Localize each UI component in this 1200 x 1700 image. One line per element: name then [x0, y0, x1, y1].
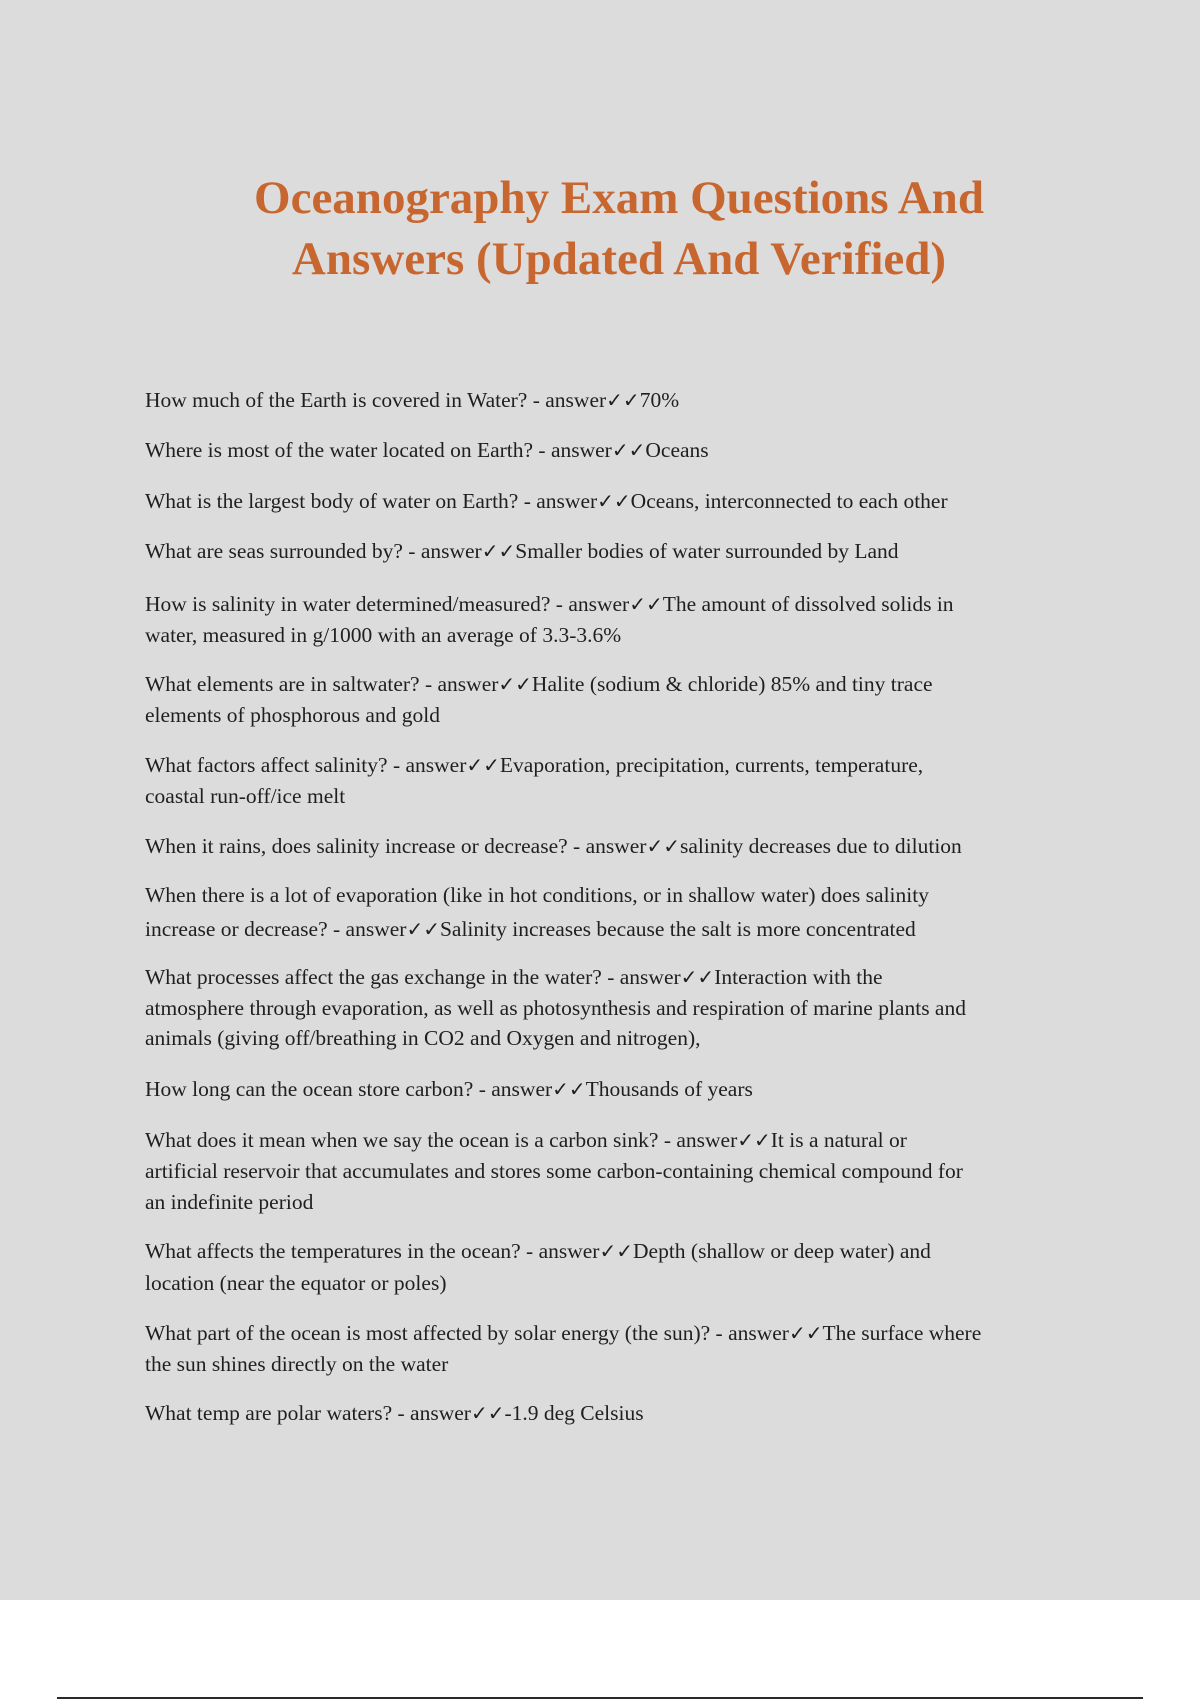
- answer-continuation: location (near the equator or poles): [145, 1271, 447, 1295]
- answer-text: It is a natural or: [770, 1128, 907, 1152]
- check-mark-icon: ✓✓: [599, 1239, 633, 1263]
- question-text: What are seas surrounded by?: [145, 539, 403, 563]
- check-mark-icon: ✓✓: [629, 592, 663, 616]
- title-line-2: Answers (Updated And Verified): [291, 233, 947, 285]
- qa-item-8: [145, 831, 1095, 862]
- answer-separator: - answer: [419, 672, 499, 696]
- question-text: What is the largest body of water on Earth?: [145, 489, 519, 513]
- answer-text: Halite (sodium & chloride) 85% and tiny trace: [531, 672, 933, 696]
- question-text: How much of the Earth is covered in Water?: [145, 388, 528, 412]
- check-mark-icon: ✓✓: [498, 672, 532, 696]
- question-text: What does it mean when we say the ocean is a carbon sink?: [145, 1128, 659, 1152]
- document-title: [0, 168, 1200, 290]
- answer-separator: - answer: [473, 1077, 553, 1101]
- qa-item-3: [145, 486, 1095, 517]
- qa-item-4: [145, 536, 1095, 567]
- question-text: What affects the temperatures in the ocean?: [145, 1239, 521, 1263]
- answer-separator: - answer: [520, 1239, 600, 1263]
- answer-separator: - answer: [601, 965, 681, 989]
- answer-continuation: elements of phosphorous and gold: [145, 703, 440, 727]
- answer-separator: - answer: [527, 388, 607, 412]
- check-mark-icon: ✓✓: [466, 753, 500, 777]
- answer-continuation: coastal run-off/ice melt: [145, 784, 346, 808]
- answer-text: salinity decreases due to dilution: [679, 834, 962, 858]
- answer-separator: - answer: [392, 1401, 471, 1425]
- answer-text: Interaction with the: [714, 965, 883, 989]
- check-mark-icon: ✓✓: [606, 388, 640, 412]
- question-text: Where is most of the water located on Earth?: [145, 438, 534, 462]
- check-mark-icon: ✓✓: [788, 1321, 823, 1345]
- question-text: How is salinity in water determined/measured?: [145, 592, 551, 616]
- check-mark-icon: ✓✓: [552, 1077, 586, 1101]
- answer-separator: - answer: [402, 539, 482, 563]
- answer-continuation: atmosphere through evaporation, as well as photosynthesis and respiration of marine plants and: [145, 995, 966, 1020]
- qa-item-10: [145, 962, 1095, 1054]
- qa-item-6: [145, 669, 1095, 731]
- answer-text: Depth (shallow or deep water) and: [633, 1239, 931, 1263]
- question-text: What processes affect the gas exchange in the water?: [145, 965, 602, 989]
- answer-text: Oceans, interconnected to each other: [630, 489, 948, 513]
- answer-text: 70%: [639, 388, 680, 412]
- answer-continuation: artificial reservoir that accumulates and stores some carbon-containing chemical compound for: [145, 1159, 963, 1183]
- check-mark-icon: ✓✓: [646, 834, 680, 858]
- question-text: What part of the ocean is most affected by solar energy (the sun)?: [145, 1321, 711, 1345]
- answer-continuation: an indefinite period: [145, 1190, 314, 1214]
- question-text-continuation: increase or decrease?: [145, 917, 328, 941]
- answer-separator: - answer: [658, 1128, 738, 1152]
- check-mark-icon: ✓✓: [680, 965, 715, 989]
- check-mark-icon: ✓✓: [470, 1401, 505, 1425]
- answer-separator: - answer: [327, 917, 407, 941]
- qa-item-12: [145, 1125, 1095, 1218]
- check-mark-icon: ✓✓: [611, 438, 646, 462]
- qa-item-2: [145, 435, 1095, 466]
- check-mark-icon: ✓✓: [406, 917, 440, 941]
- qa-item-11: [145, 1074, 1095, 1105]
- qa-item-14: [145, 1318, 1095, 1380]
- qa-item-1: [145, 385, 1095, 416]
- qa-item-7: [145, 750, 1095, 812]
- answer-separator: - answer: [710, 1321, 789, 1345]
- question-text: How long can the ocean store carbon?: [145, 1077, 474, 1101]
- answer-separator: - answer: [387, 753, 467, 777]
- question-text: When it rains, does salinity increase or decrease?: [145, 834, 568, 858]
- qa-item-5: [145, 589, 1095, 651]
- answer-separator: - answer: [567, 834, 647, 858]
- answer-text: Evaporation, precipitation, currents, temperature,: [499, 753, 924, 777]
- answer-separator: - answer: [550, 592, 630, 616]
- answer-text: Oceans: [645, 438, 709, 462]
- answer-separator: - answer: [518, 489, 598, 513]
- answer-separator: - answer: [533, 438, 612, 462]
- title-line-1: Oceanography Exam Questions And: [254, 172, 984, 224]
- answer-text: The surface where: [822, 1321, 982, 1345]
- page-bottom-rule: [57, 1697, 1143, 1699]
- question-text: What factors affect salinity?: [145, 753, 388, 777]
- answer-continuation: the sun shines directly on the water: [145, 1352, 449, 1376]
- question-text: What elements are in saltwater?: [145, 672, 420, 696]
- question-text: What temp are polar waters?: [145, 1401, 393, 1425]
- qa-item-15: [145, 1398, 1095, 1429]
- qa-item-9: [145, 878, 1095, 946]
- answer-text: Salinity increases because the salt is more concentrated: [439, 917, 916, 941]
- answer-text: -1.9 deg Celsius: [504, 1401, 644, 1425]
- question-text: When there is a lot of evaporation (like in hot conditions, or in shallow water) does salinity: [145, 883, 929, 907]
- answer-continuation: water, measured in g/1000 with an average of 3.3-3.6%: [145, 623, 622, 647]
- qa-item-13: [145, 1235, 1095, 1299]
- answer-text: Smaller bodies of water surrounded by Land: [515, 539, 899, 563]
- check-mark-icon: ✓✓: [597, 489, 631, 513]
- answer-text: Thousands of years: [585, 1077, 753, 1101]
- check-mark-icon: ✓✓: [481, 539, 516, 563]
- answer-text: The amount of dissolved solids in: [662, 592, 954, 616]
- answer-continuation: animals (giving off/breathing in CO2 and Oxygen and nitrogen),: [145, 1026, 701, 1050]
- check-mark-icon: ✓✓: [737, 1128, 771, 1152]
